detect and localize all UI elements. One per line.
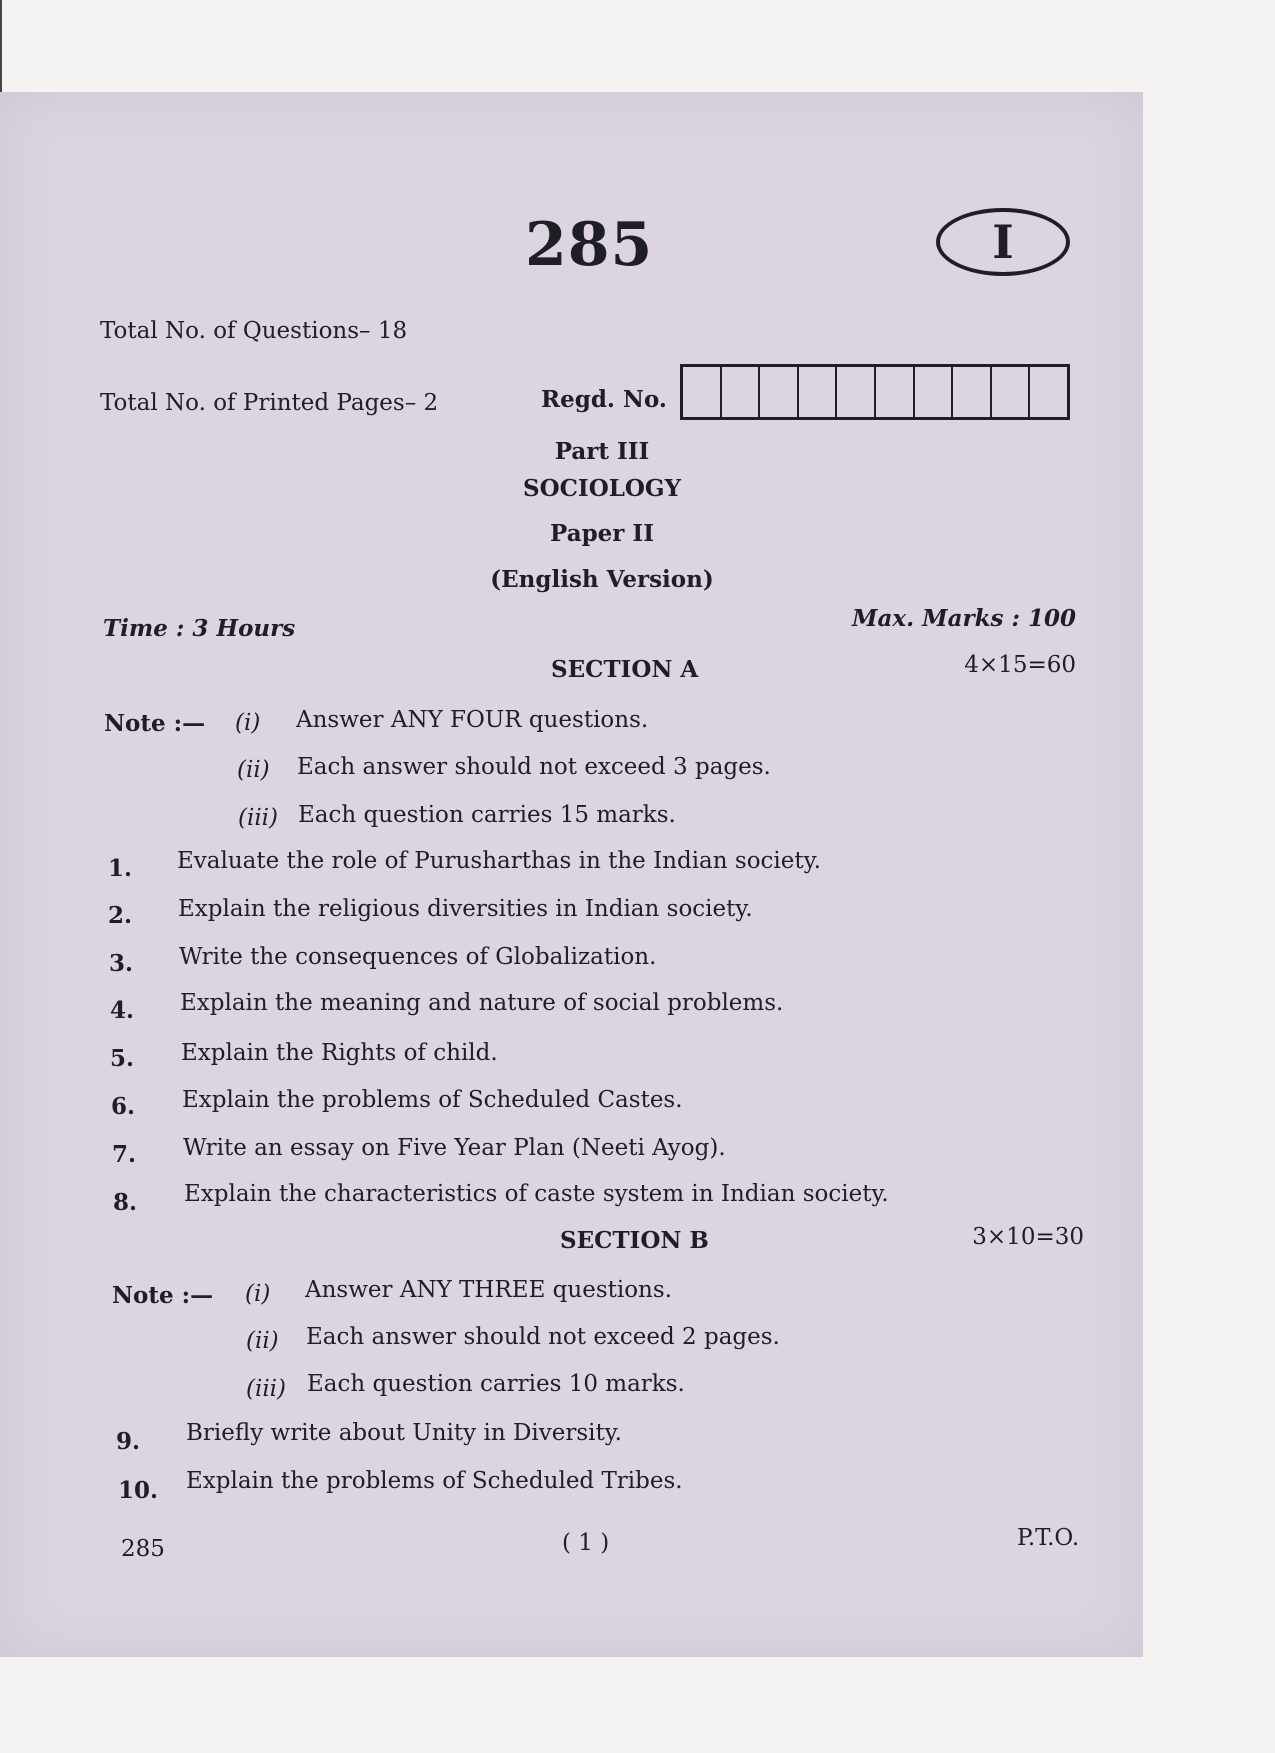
question-number: 1. [108,855,133,882]
note-text: Each question carries 10 marks. [307,1371,685,1397]
section-a-marks: 4×15=60 [964,652,1076,678]
question-text: Evaluate the role of Purusharthas in the Indian society. [177,848,821,874]
question-text: Write the consequences of Globalization. [179,944,657,970]
question-number: 10. [118,1477,159,1504]
time-label: Time : 3 Hours [103,615,296,642]
question-number: 7. [112,1141,137,1168]
question-text: Explain the problems of Scheduled Castes. [182,1087,683,1113]
note-text: Each question carries 15 marks. [298,802,676,828]
regd-label: Regd. No. [541,386,667,413]
question-text: Explain the meaning and nature of social problems. [180,990,784,1016]
section-b-marks: 3×10=30 [972,1224,1084,1250]
note-num: (i) [245,1281,271,1307]
total-pages: Total No. of Printed Pages– 2 [100,390,439,416]
question-number: 6. [111,1093,136,1120]
note-num: (i) [235,710,261,736]
section-a-note-label: Note :— [104,710,206,737]
question-text: Briefly write about Unity in Diversity. [186,1420,622,1446]
question-text: Explain the religious diversities in Indian society. [178,896,753,922]
question-number: 5. [110,1045,135,1072]
note-text: Each answer should not exceed 2 pages. [306,1324,780,1350]
note-num: (iii) [246,1376,287,1402]
note-num: (iii) [238,805,279,831]
question-text: Write an essay on Five Year Plan (Neeti Ayog). [183,1135,726,1161]
footer-code: 285 [121,1536,165,1562]
question-text: Explain the Rights of child. [181,1040,498,1066]
section-b-note-label: Note :— [112,1282,214,1309]
note-num: (ii) [237,757,270,783]
note-text: Each answer should not exceed 3 pages. [297,754,771,780]
page-number: ( 1 ) [562,1530,610,1556]
regd-number-boxes[interactable] [680,364,1070,420]
total-questions: Total No. of Questions– 18 [100,318,408,344]
note-num: (ii) [246,1328,279,1354]
subject-title: SOCIOLOGY [522,475,681,502]
series-mark [936,208,1070,276]
version-label: (English Version) [490,566,714,593]
part-label: Part III [554,438,650,465]
scan-edge [0,0,2,98]
series-mark-text: I [992,215,1014,269]
paper-label: Paper II [550,520,654,547]
section-a-title: SECTION A [551,656,699,683]
pto-label: P.T.O. [1017,1525,1080,1551]
section-b-title: SECTION B [560,1227,709,1254]
question-number: 9. [116,1428,141,1455]
note-text: Answer ANY FOUR questions. [296,707,649,733]
question-number: 4. [110,997,135,1024]
question-text: Explain the characteristics of caste system in Indian society. [184,1181,889,1207]
question-number: 8. [113,1189,138,1216]
max-marks: Max. Marks : 100 [852,605,1076,632]
paper-code: 285 [525,210,654,280]
question-text: Explain the problems of Scheduled Tribes. [186,1468,683,1494]
note-text: Answer ANY THREE questions. [305,1277,672,1303]
question-number: 3. [109,950,134,977]
question-number: 2. [108,902,133,929]
